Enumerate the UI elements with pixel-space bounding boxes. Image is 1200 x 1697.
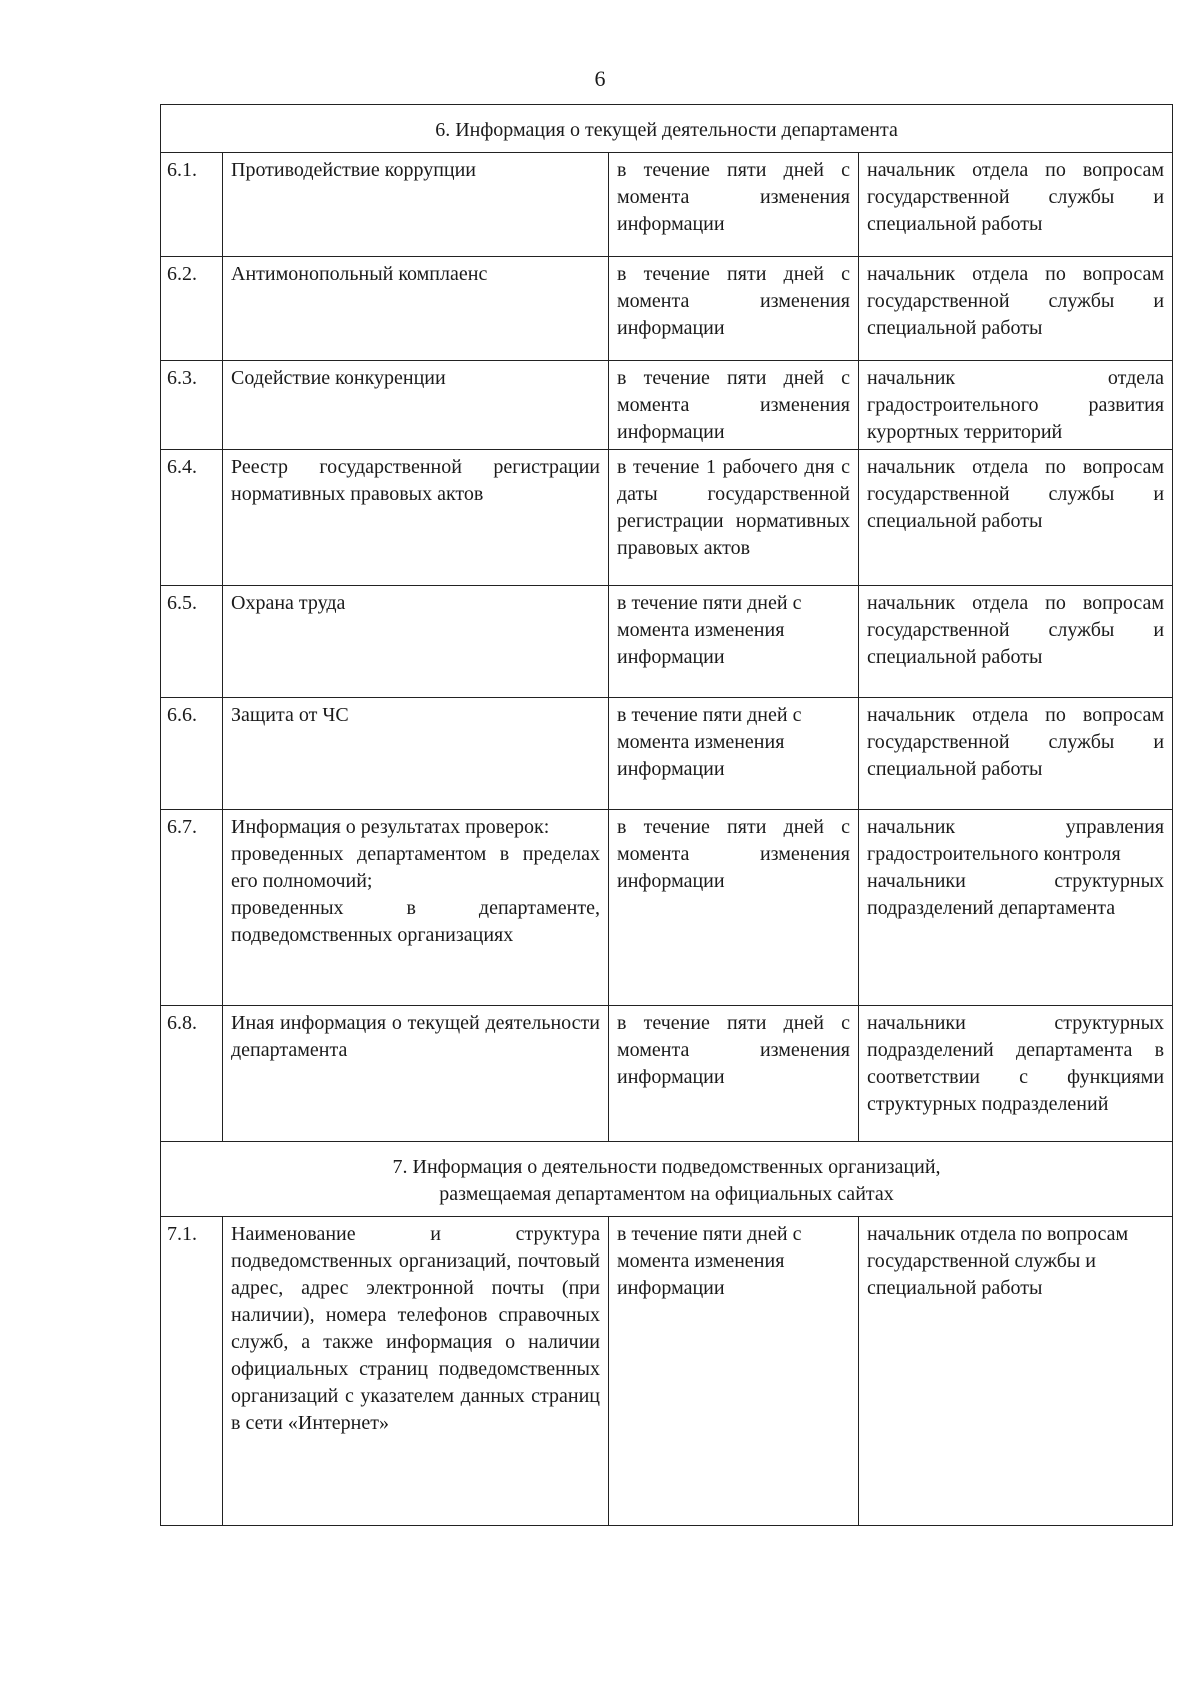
table-row — [161, 1006, 1173, 1142]
section-7-title-line: 7. Информация о деятельности подведомственных организаций, — [392, 1156, 941, 1178]
table-row — [161, 586, 1173, 698]
row-number: 7.1. — [161, 1217, 223, 1526]
item-responsible-line: начальник управления градостроительного контроля — [867, 816, 1165, 865]
item-name-line: проведенных департаментом в пределах его полномочий; — [231, 843, 600, 892]
item-name: Антимонопольный комплаенс — [223, 257, 609, 361]
item-term: в течение пяти дней с момента изменения информации — [609, 257, 859, 361]
row-number: 6.7. — [161, 810, 223, 1006]
item-term: в течение пяти дней с момента изменения информации — [609, 810, 859, 1006]
row-number: 6.2. — [161, 257, 223, 361]
section-7-title-line: размещаемая департаментом на официальных сайтах — [439, 1183, 894, 1205]
information-table — [160, 104, 1173, 1526]
item-responsible: начальник отдела по вопросам государственной службы и специальной работы — [859, 450, 1173, 586]
item-responsible: начальник отдела по вопросам государственной службы и специальной работы — [859, 153, 1173, 257]
row-number: 6.1. — [161, 153, 223, 257]
item-name-line: проведенных в департаменте, подведомственных организациях — [231, 897, 600, 946]
table-row — [161, 450, 1173, 586]
item-name: Наименование и структура подведомственных организаций, почтовый адрес, адрес электронной почты (при наличии), номера телефонов справочных служб, а также информация о наличии официальных страниц подведомственных организаций с указателем данных страниц в сети «Интернет» — [223, 1217, 609, 1526]
table-row — [161, 698, 1173, 810]
row-number: 6.4. — [161, 450, 223, 586]
item-term: в течение пяти дней с момента изменения информации — [609, 698, 859, 810]
row-number: 6.6. — [161, 698, 223, 810]
page-number: 6 — [594, 66, 606, 91]
item-responsible: начальник отдела по вопросам государственной службы и специальной работы — [859, 586, 1173, 698]
item-responsible: начальники структурных подразделений департамента в соответствии с функциями структурных подразделений — [859, 1006, 1173, 1142]
item-responsible: начальник отдела по вопросам государственной службы и специальной работы — [859, 698, 1173, 810]
item-name: Иная информация о текущей деятельности департамента — [223, 1006, 609, 1142]
item-term: в течение пяти дней с момента изменения информации — [609, 1217, 859, 1526]
row-number: 6.3. — [161, 361, 223, 450]
table-row — [161, 153, 1173, 257]
item-name: Содействие конкуренции — [223, 361, 609, 450]
table-row — [161, 1217, 1173, 1526]
item-term: в течение пяти дней с момента изменения информации — [609, 1006, 859, 1142]
item-name: Реестр государственной регистрации нормативных правовых актов — [223, 450, 609, 586]
item-name: Охрана труда — [223, 586, 609, 698]
item-term: в течение пяти дней с момента изменения информации — [609, 361, 859, 450]
item-responsible: начальник отдела по вопросам государственной службы и специальной работы — [859, 257, 1173, 361]
section-header-row — [161, 105, 1173, 153]
item-name: Защита от ЧС — [223, 698, 609, 810]
row-number: 6.5. — [161, 586, 223, 698]
item-responsible-line: начальники структурных подразделений департамента — [867, 870, 1165, 919]
item-responsible — [859, 810, 1173, 1006]
section-header-row — [161, 1142, 1173, 1217]
item-term: в течение пяти дней с момента изменения информации — [609, 586, 859, 698]
section-6-title: 6. Информация о текущей деятельности департамента — [161, 105, 1173, 153]
item-term: в течение пяти дней с момента изменения информации — [609, 153, 859, 257]
row-number: 6.8. — [161, 1006, 223, 1142]
item-name-line: Информация о результатах проверок: — [231, 816, 550, 838]
item-name: Противодействие коррупции — [223, 153, 609, 257]
table-row — [161, 361, 1173, 450]
table-row — [161, 257, 1173, 361]
item-term: в течение 1 рабочего дня с даты государственной регистрации нормативных правовых актов — [609, 450, 859, 586]
item-responsible: начальник отдела по вопросам государственной службы и специальной работы — [859, 1217, 1173, 1526]
section-7-title — [161, 1142, 1173, 1217]
table-row — [161, 810, 1173, 1006]
item-responsible: начальник отдела градостроительного развития курортных территорий — [859, 361, 1173, 450]
item-name — [223, 810, 609, 1006]
